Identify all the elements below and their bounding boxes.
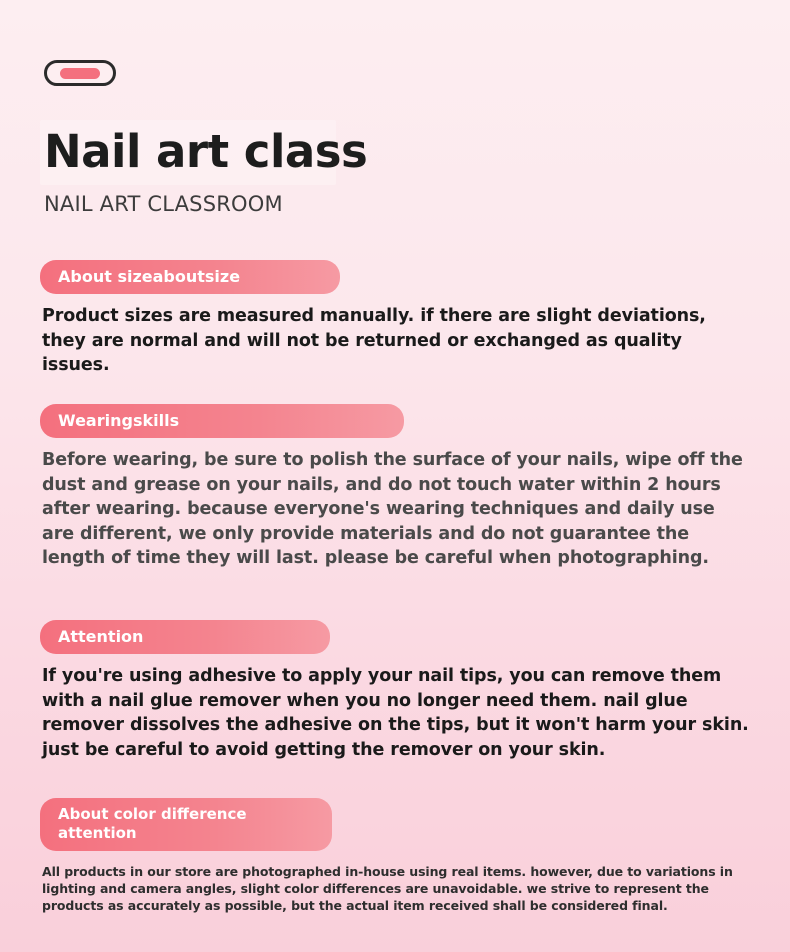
section-body: If you're using adhesive to apply your nail tips, you can remove them with a nail glue remover when you no longer need them. nail glue remover dissolves the adhesive on the tips, but it won't harm your skin. just be careful to avoid getting the remover on your skin. — [42, 666, 749, 760]
section-body: Before wearing, be sure to polish the surface of your nails, wipe off the dust and grease on your nails, and do not touch water within 2 hours after wearing. because everyone's wearing techniques and daily use are different, we only provide materials and do not guarantee the length of time they will last. please be careful when photographing. — [42, 450, 743, 568]
page-title: Nail art class — [44, 125, 368, 178]
section-body: All products in our store are photographed in-house using real items. however, due to variations in lighting and camera angles, slight color differences are unavoidable. we strive to represent the products as accurately as possible, but the actual item received shall be considered final. — [42, 864, 733, 913]
section-color-difference — [40, 798, 750, 914]
section-badge: About color difference attention — [40, 798, 332, 851]
section-body: Product sizes are measured manually. if there are slight deviations, they are normal and will not be returned or exchanged as quality issues. — [42, 306, 706, 375]
section-badge: About sizeaboutsize — [40, 260, 340, 294]
section-badge: Attention — [40, 620, 330, 654]
section-badge: Wearingskills — [40, 404, 404, 438]
section-wearing-skills — [40, 404, 750, 571]
page-subtitle: NAIL ART CLASSROOM — [44, 192, 283, 216]
section-attention — [40, 620, 750, 762]
section-about-size — [40, 260, 750, 378]
pill-logo-icon — [44, 60, 116, 86]
title-block — [40, 120, 368, 218]
pill-logo-inner-icon — [60, 68, 100, 79]
